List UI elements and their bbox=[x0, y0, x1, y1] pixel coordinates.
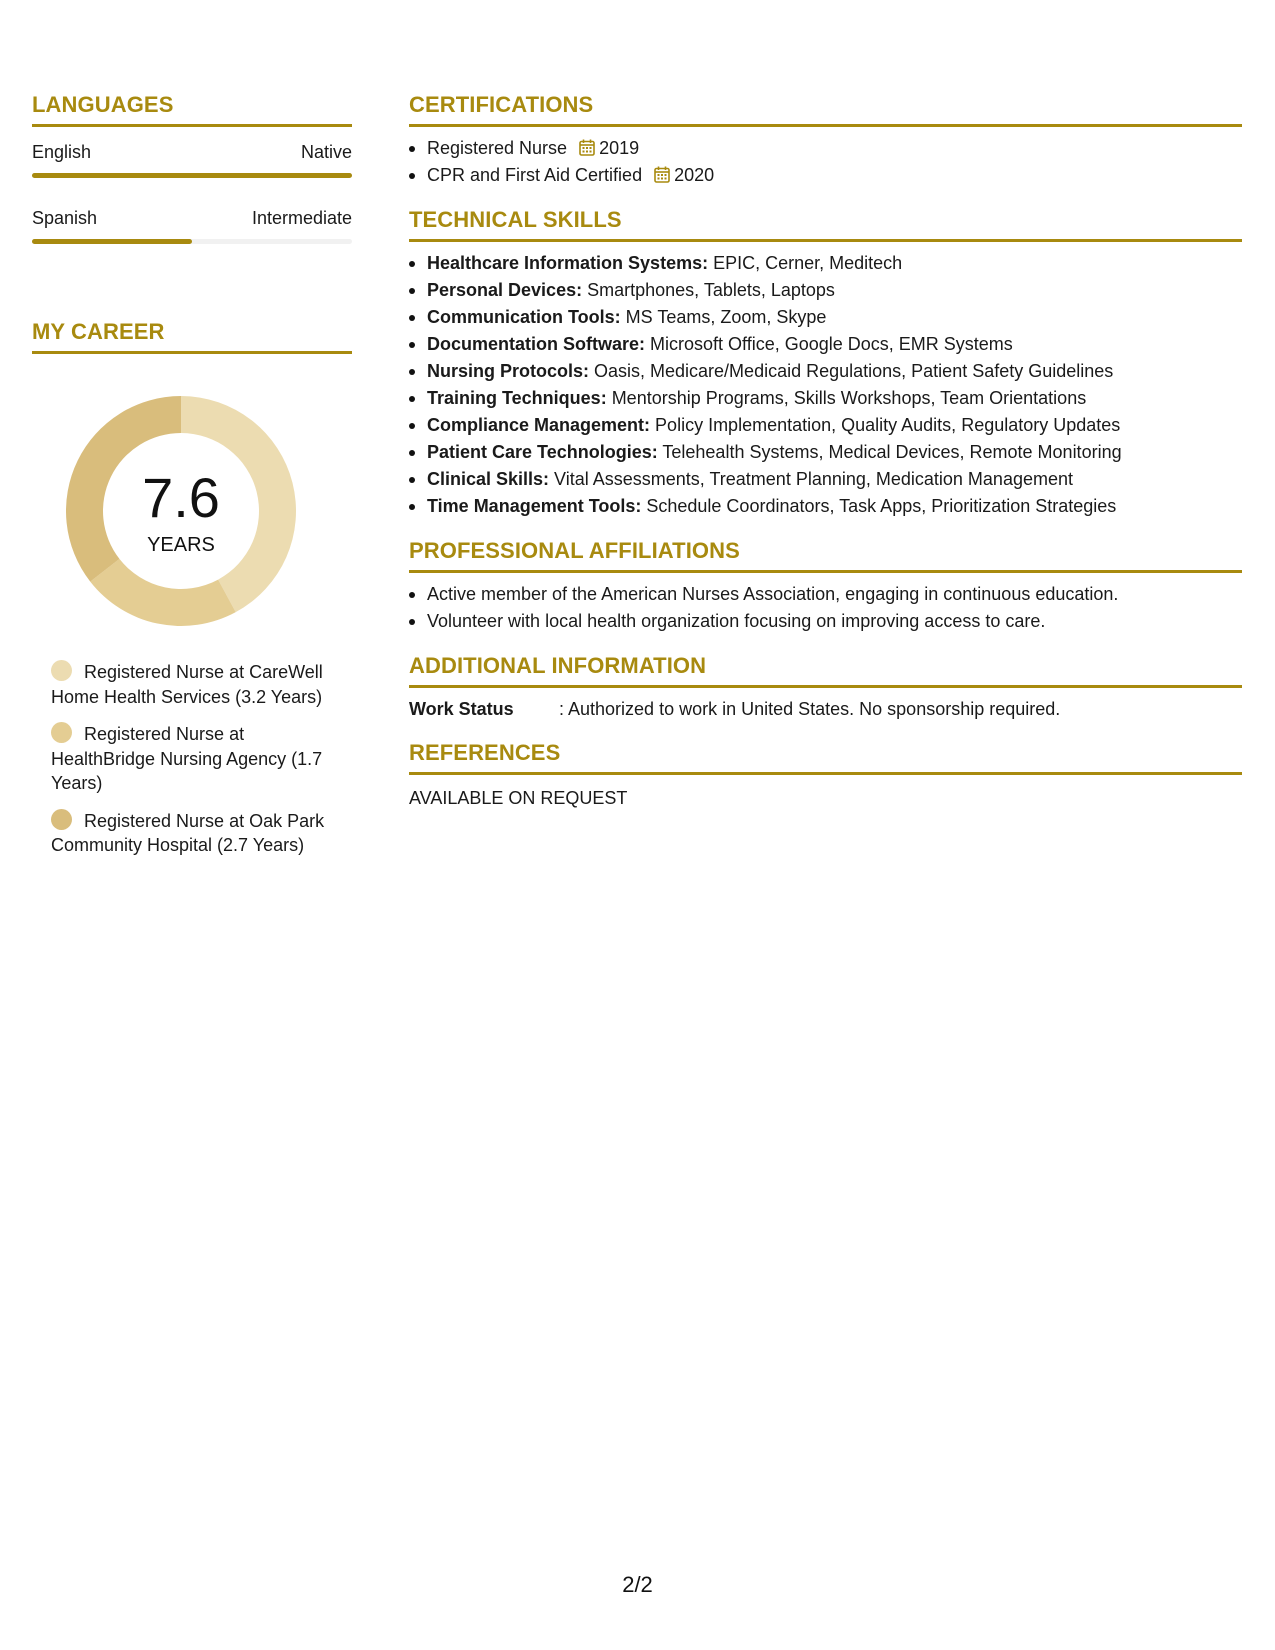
technical-skills-title: TECHNICAL SKILLS bbox=[409, 207, 1242, 242]
language-level: Native bbox=[300, 142, 352, 162]
skill-label: Compliance Management: bbox=[427, 415, 651, 435]
certification-item bbox=[427, 135, 1242, 162]
certification-name: CPR and First Aid Certified bbox=[427, 165, 643, 185]
legend-dot-icon bbox=[51, 809, 72, 830]
skill-label: Healthcare Information Systems: bbox=[427, 253, 709, 273]
career-legend-item bbox=[51, 660, 341, 709]
skill-item bbox=[427, 304, 1242, 331]
language-name: Spanish bbox=[32, 208, 98, 228]
certification-name: Registered Nurse bbox=[427, 138, 568, 158]
skill-label: Clinical Skills: bbox=[427, 469, 550, 489]
skill-value: Smartphones, Tablets, Laptops bbox=[582, 280, 835, 300]
skill-value: Mentorship Programs, Skills Workshops, Team Orientations bbox=[606, 388, 1087, 408]
work-status-row bbox=[409, 698, 1242, 720]
certifications-title: CERTIFICATIONS bbox=[409, 92, 1242, 127]
skill-label: Personal Devices: bbox=[427, 280, 583, 300]
career-legend-label: Registered Nurse at HealthBridge Nursing Agency (1.7 Years) bbox=[51, 724, 323, 793]
skill-value: EPIC, Cerner, Meditech bbox=[708, 253, 903, 273]
career-donut-chart bbox=[66, 396, 296, 626]
skill-item bbox=[427, 466, 1242, 493]
languages-title: LANGUAGES bbox=[32, 92, 352, 127]
skill-value: Oasis, Medicare/Medicaid Regulations, Patient Safety Guidelines bbox=[589, 361, 1114, 381]
certification-year: 2020 bbox=[674, 165, 715, 185]
skill-value: Microsoft Office, Google Docs, EMR Systems bbox=[645, 334, 1013, 354]
language-level: Intermediate bbox=[251, 208, 352, 228]
language-proficiency-bar bbox=[32, 239, 352, 244]
additional-info-title: ADDITIONAL INFORMATION bbox=[409, 653, 1242, 688]
skill-item bbox=[427, 412, 1242, 439]
legend-dot-icon bbox=[51, 722, 72, 743]
skill-label: Documentation Software: bbox=[427, 334, 646, 354]
skill-item bbox=[427, 493, 1242, 520]
references-title: REFERENCES bbox=[409, 740, 1242, 775]
calendar-icon bbox=[579, 139, 595, 156]
skill-value: Telehealth Systems, Medical Devices, Remote Monitoring bbox=[657, 442, 1122, 462]
language-item-spanish bbox=[32, 207, 352, 244]
career-total-years: 7.6 bbox=[142, 466, 220, 529]
skill-item bbox=[427, 439, 1242, 466]
calendar-icon bbox=[654, 166, 670, 183]
technical-skills-list bbox=[409, 250, 1242, 520]
career-legend-item bbox=[51, 809, 341, 858]
skill-label: Patient Care Technologies: bbox=[427, 442, 658, 462]
career-legend-label: Registered Nurse at Oak Park Community Hospital (2.7 Years) bbox=[51, 810, 325, 855]
skill-value: Vital Assessments, Treatment Planning, Medication Management bbox=[549, 469, 1073, 489]
affiliations-title: PROFESSIONAL AFFILIATIONS bbox=[409, 538, 1242, 573]
certification-year: 2019 bbox=[599, 138, 640, 158]
career-legend-item bbox=[51, 722, 341, 796]
skill-label: Nursing Protocols: bbox=[427, 361, 590, 381]
page-number: 2/2 bbox=[622, 1572, 653, 1597]
career-legend-label: Registered Nurse at CareWell Home Health Services (3.2 Years) bbox=[51, 662, 323, 707]
skill-value: Policy Implementation, Quality Audits, Regulatory Updates bbox=[650, 415, 1121, 435]
affiliations-list bbox=[409, 581, 1242, 635]
language-name: English bbox=[32, 142, 92, 162]
work-status-value: : Authorized to work in United States. No sponsorship required. bbox=[559, 699, 1061, 719]
language-proficiency-fill bbox=[32, 239, 192, 244]
affiliation-item: Volunteer with local health organization focusing on improving access to care. bbox=[427, 608, 1242, 635]
right-column bbox=[409, 92, 1242, 809]
skill-label: Time Management Tools: bbox=[427, 496, 642, 516]
language-item-english bbox=[32, 141, 352, 178]
left-column bbox=[32, 92, 352, 871]
legend-dot-icon bbox=[51, 660, 72, 681]
skill-value: MS Teams, Zoom, Skype bbox=[620, 307, 827, 327]
career-legend bbox=[51, 660, 341, 858]
skill-value: Schedule Coordinators, Task Apps, Prioritization Strategies bbox=[641, 496, 1117, 516]
work-status-label: Work Status bbox=[409, 699, 514, 719]
skill-item bbox=[427, 358, 1242, 385]
language-proficiency-bar bbox=[32, 173, 352, 178]
skill-label: Communication Tools: bbox=[427, 307, 621, 327]
skill-item bbox=[427, 331, 1242, 358]
career-title: MY CAREER bbox=[32, 319, 352, 354]
skill-item bbox=[427, 385, 1242, 412]
career-total-unit: YEARS bbox=[147, 534, 215, 556]
references-text: AVAILABLE ON REQUEST bbox=[409, 788, 628, 808]
language-proficiency-fill bbox=[32, 173, 352, 178]
affiliation-item: Active member of the American Nurses Association, engaging in continuous education. bbox=[427, 581, 1242, 608]
skill-item bbox=[427, 250, 1242, 277]
skill-label: Training Techniques: bbox=[427, 388, 607, 408]
certification-item bbox=[427, 162, 1242, 189]
certifications-list bbox=[409, 135, 1242, 189]
skill-item bbox=[427, 277, 1242, 304]
